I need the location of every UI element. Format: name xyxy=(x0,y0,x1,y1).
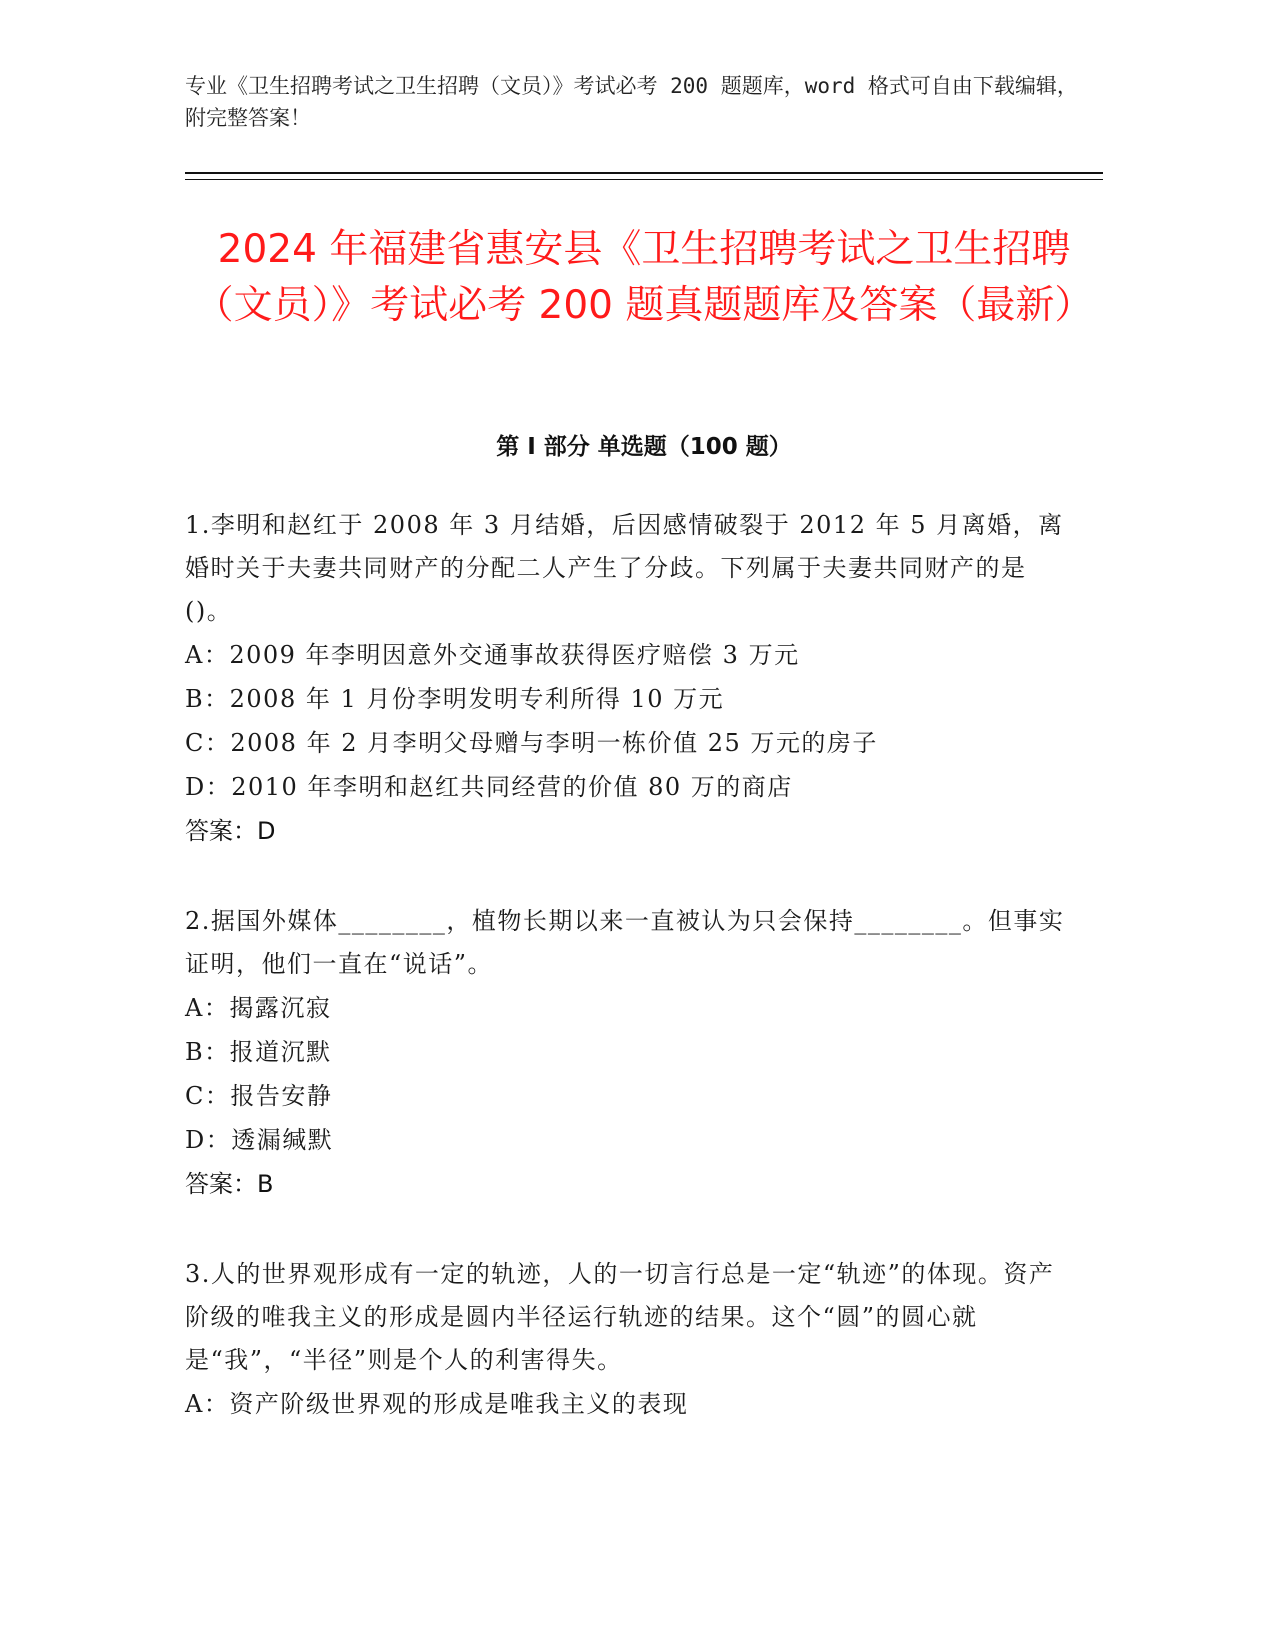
option-a: A：资产阶级世界观的形成是唯我主义的表现 xyxy=(185,1390,689,1418)
option-d: D：透漏缄默 xyxy=(185,1126,334,1154)
header-divider-thin xyxy=(185,179,1103,180)
answer: 答案：D xyxy=(185,817,276,845)
answer: 答案：B xyxy=(185,1170,274,1198)
option-c: C：报告安静 xyxy=(185,1082,333,1110)
option-a: A：2009 年李明因意外交通事故获得医疗赔偿 3 万元 xyxy=(185,641,800,669)
question-list xyxy=(185,504,1065,1473)
option-c: C：2008 年 2 月李明父母赠与李明一栋价值 25 万元的房子 xyxy=(185,729,878,757)
option-a: A：揭露沉寂 xyxy=(185,994,332,1022)
question-2 xyxy=(185,900,1065,1206)
question-1 xyxy=(185,504,1065,853)
question-3 xyxy=(185,1253,1065,1426)
question-stem: 2.据国外媒体________，植物长期以来一直被认为只会保持________。但事实证明，他们一直在“说话”。 xyxy=(185,907,1065,978)
option-b: B：报道沉默 xyxy=(185,1038,332,1066)
header-divider-thick xyxy=(185,172,1103,174)
document-title: 2024 年福建省惠安县《卫生招聘考试之卫生招聘（文员）》考试必考 200 题真题题库及答案（最新） xyxy=(194,227,1094,328)
page-header xyxy=(185,70,1085,134)
section-heading: 第 I 部分 单选题（100 题） xyxy=(496,434,792,460)
question-stem: 1.李明和赵红于 2008 年 3 月结婚，后因感情破裂于 2012 年 5 月离婚，离婚时关于夫妻共同财产的分配二人产生了分歧。下列属于夫妻共同财产的是()。 xyxy=(185,511,1064,625)
option-d: D：2010 年李明和赵红共同经营的价值 80 万的商店 xyxy=(185,773,793,801)
question-stem: 3.人的世界观形成有一定的轨迹，人的一切言行总是一定“轨迹”的体现。资产阶级的唯我主义的形成是圆内半径运行轨迹的结果。这个“圆”的圆心就是“我”，“半径”则是个人的利害得失。 xyxy=(185,1260,1055,1374)
option-b: B：2008 年 1 月份李明发明专利所得 10 万元 xyxy=(185,685,725,713)
header-note: 专业《卫生招聘考试之卫生招聘（文员）》考试必考 200 题题库，word 格式可自由下载编辑，附完整答案！ xyxy=(185,74,1078,130)
